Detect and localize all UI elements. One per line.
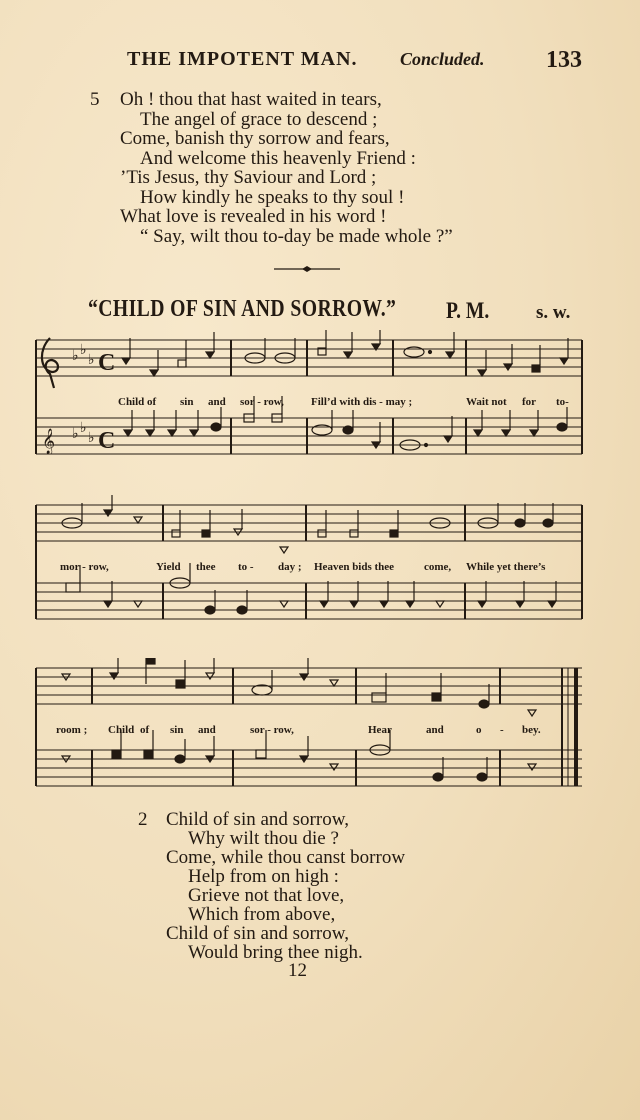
- music-system-1: [0, 330, 640, 465]
- verse-line: ’Tis Jesus, thy Saviour and Lord ;: [120, 167, 377, 188]
- verse-line: Grieve not that love,: [188, 885, 345, 906]
- lyric: Wait not: [466, 396, 507, 408]
- lyric: come,: [424, 561, 452, 573]
- lyric: for: [522, 396, 537, 408]
- verse-line: Come, while thou canst borrow: [166, 847, 406, 868]
- lyric: of: [140, 724, 150, 736]
- lyric: and: [426, 724, 444, 736]
- lyric: and: [198, 724, 216, 736]
- header-concluded: Concluded.: [400, 49, 485, 69]
- svg-text:♭: ♭: [80, 343, 87, 358]
- svg-text:♭: ♭: [88, 353, 95, 368]
- verse-line: And welcome this heavenly Friend :: [140, 147, 416, 169]
- svg-text:𝄞: 𝄞: [42, 429, 56, 454]
- lyric: to-: [556, 396, 569, 408]
- lyric: sin: [180, 396, 194, 408]
- music-system-3: [0, 658, 640, 798]
- lyric: thee: [196, 561, 216, 573]
- verse-line: Oh ! thou that hast waited in tears,: [120, 89, 382, 110]
- lyric: to -: [238, 561, 254, 573]
- verse-line: Which from above,: [188, 904, 336, 925]
- lyric: Fill’d with dis - may ;: [311, 396, 413, 408]
- music-system-2: [0, 495, 640, 630]
- verse-line: What love is revealed in his word !: [120, 206, 387, 227]
- lyric: bey.: [522, 724, 541, 736]
- staff-notation: [0, 658, 640, 798]
- lyric: room ;: [56, 724, 88, 736]
- lyric: sor - row,: [250, 724, 294, 736]
- svg-text:♭: ♭: [88, 431, 95, 446]
- header-title: THE IMPOTENT MAN.: [127, 48, 358, 70]
- page-number: 133: [546, 47, 582, 73]
- lyric: day ;: [278, 561, 302, 573]
- svg-text:C: C: [98, 350, 116, 376]
- verse-line: Would bring thee nigh.: [188, 942, 363, 963]
- verse-line: Child of sin and sorrow,: [166, 923, 349, 944]
- running-header: [0, 48, 640, 78]
- stanza-number: 2: [138, 809, 148, 830]
- lyric: and: [208, 396, 226, 408]
- lyric: While yet there’s: [466, 561, 546, 573]
- ornamental-divider: [274, 266, 340, 272]
- svg-text:♭: ♭: [80, 421, 87, 436]
- svg-text:♭: ♭: [72, 349, 79, 364]
- verse-line: How kindly he speaks to thy soul !: [140, 186, 405, 208]
- stanza-number: 5: [90, 89, 100, 110]
- signature-mark: 12: [288, 960, 307, 981]
- svg-text:C: C: [98, 428, 116, 454]
- lyric: -: [500, 724, 504, 736]
- lyric: Child of: [118, 396, 157, 408]
- verse-line: “ Say, wilt thou to-day be made whole ?”: [140, 225, 453, 247]
- svg-text:♭: ♭: [72, 427, 79, 442]
- song-meter: P. M.: [446, 298, 490, 323]
- lyric: mor - row,: [60, 561, 109, 573]
- verse-line: Child of sin and sorrow,: [166, 809, 349, 830]
- verse-line: Come, banish thy sorrow and fears,: [120, 128, 390, 149]
- lyric: sor - row,: [240, 396, 284, 408]
- lyric: Hear: [368, 724, 392, 736]
- song-title: “CHILD OF SIN AND SORROW.”: [88, 296, 397, 322]
- lyric: Child: [108, 724, 135, 736]
- verse-line: The angel of grace to descend ;: [140, 108, 378, 130]
- lyric: o: [476, 724, 482, 736]
- verse-line: Help from on high :: [188, 866, 339, 887]
- lyric: sin: [170, 724, 184, 736]
- lyric: Yield: [156, 561, 181, 573]
- lyric: Heaven bids thee: [314, 561, 395, 573]
- verse-line: Why wilt thou die ?: [188, 828, 339, 849]
- song-author: s. w.: [536, 302, 571, 323]
